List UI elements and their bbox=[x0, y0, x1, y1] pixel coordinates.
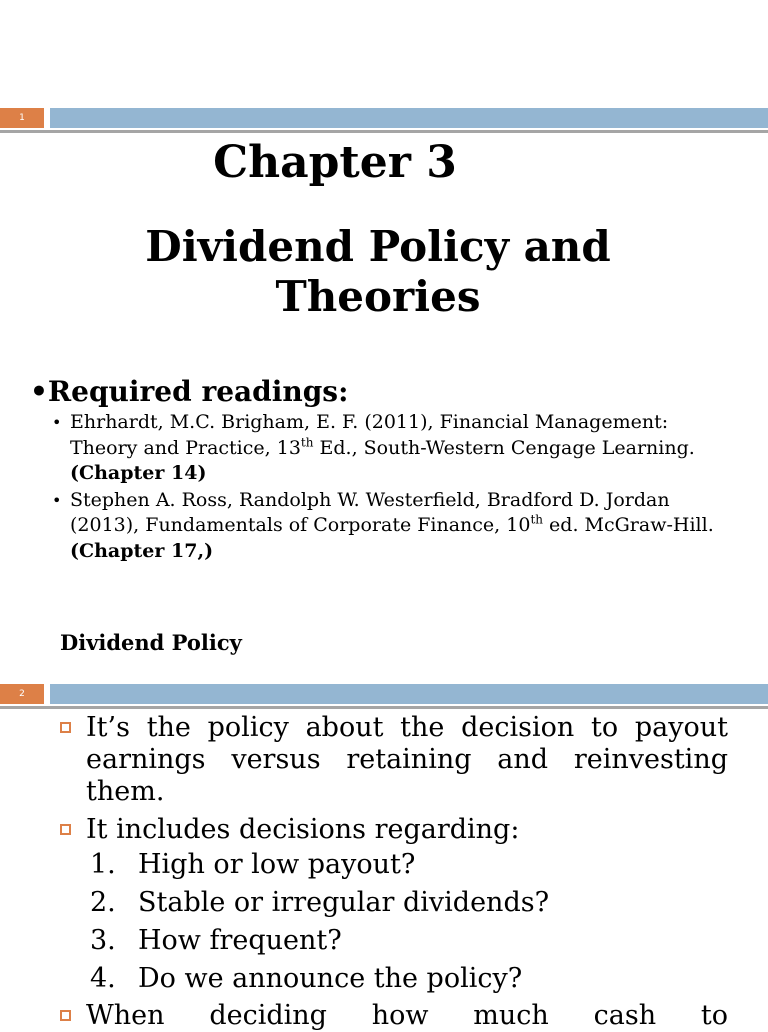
bullet-dot-icon: • bbox=[52, 413, 62, 432]
bullet-item: When deciding how much cash to bbox=[60, 1000, 728, 1032]
reading-item: • Ehrhardt, M.C. Brigham, E. F. (2011), Financial Management: Theory and Practice, 13th Ed., South-Western Cengage Learning. (Chapter 14) bbox=[52, 411, 695, 484]
bullet-item: It’s the policy about the decision to payout earnings versus retaining and reinvesting them. bbox=[60, 712, 728, 808]
bullet-item: It includes decisions regarding: bbox=[60, 814, 728, 846]
reading-item: • Stephen A. Ross, Randolph W. Westerfield, Bradford D. Jordan (2013), Fundamentals of Corporate Finance, 10th ed. McGraw-Hill. (Chapter 17,) bbox=[52, 488, 714, 562]
next-slide-title: Dividend Policy bbox=[60, 630, 242, 655]
list-item: 3. How frequent? bbox=[90, 925, 342, 956]
bullet-dot-icon: • bbox=[52, 490, 62, 510]
header-band bbox=[50, 684, 768, 704]
header-band bbox=[50, 108, 768, 128]
readings-list bbox=[48, 410, 738, 565]
list-item: 2. Stable or irregular dividends? bbox=[90, 887, 550, 918]
list-item: 4. Do we announce the policy? bbox=[90, 963, 523, 994]
list-item: 1. High or low payout? bbox=[90, 849, 416, 880]
chapter-title: Chapter 3 bbox=[213, 137, 457, 188]
numbered-list bbox=[60, 846, 728, 998]
square-bullet-icon bbox=[60, 1010, 71, 1021]
square-bullet-icon bbox=[60, 722, 71, 733]
square-bullet-icon bbox=[60, 824, 71, 835]
slide-title: Dividend Policy and Theories bbox=[145, 222, 611, 321]
slide-1-header-bar bbox=[0, 108, 768, 128]
chapter-ref: (Chapter 14) bbox=[70, 462, 207, 484]
header-rule bbox=[0, 130, 768, 133]
slide-number-badge: 1 bbox=[0, 108, 44, 128]
slide-2-body bbox=[60, 712, 728, 1032]
chapter-ref: (Chapter 17,) bbox=[70, 539, 214, 562]
slide-2-header-bar bbox=[0, 684, 768, 704]
header-rule bbox=[0, 706, 768, 709]
slide-number-badge: 2 bbox=[0, 684, 44, 704]
readings-heading: •Required readings: bbox=[30, 375, 349, 408]
